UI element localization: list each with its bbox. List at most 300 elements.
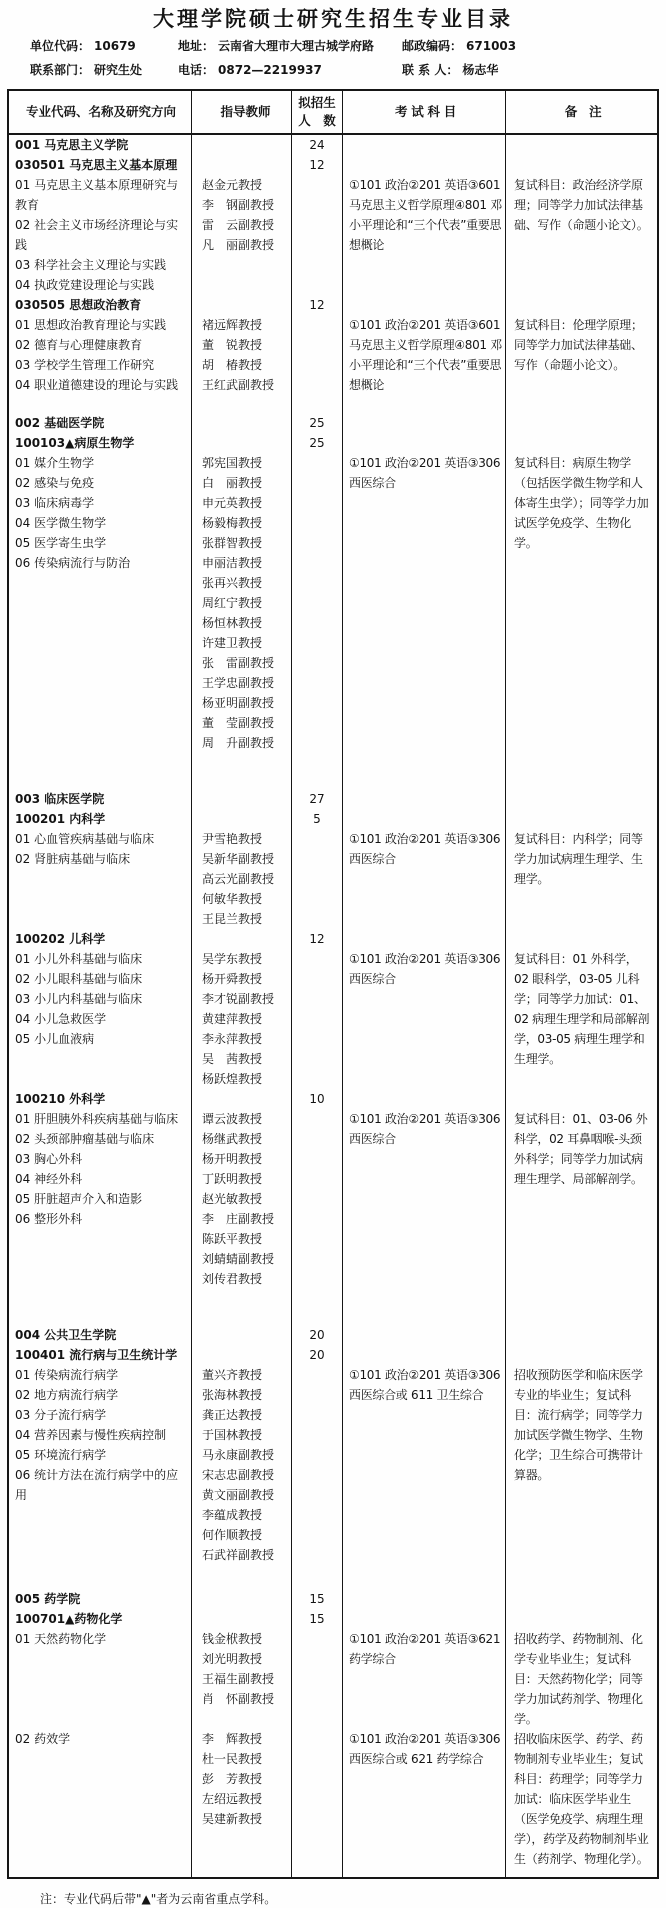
- major-row-c4: [343, 155, 506, 175]
- major-group-row: [9, 1629, 657, 1729]
- supervisor-name: 尹雪艳教授: [202, 832, 263, 846]
- table-body: [9, 135, 657, 1877]
- supervisor-name: 刘传君教授: [202, 1272, 263, 1286]
- supervisor-name: 张 雷副教授: [202, 656, 275, 670]
- major-row-c1: [9, 1609, 192, 1629]
- remarks-note: 招收药学、药物制剂、化学专业毕业生；复试科目：天然药物化学；同等学力加试药剂学、物理化学。: [514, 1632, 643, 1726]
- research-direction: 03 分子流行病学: [15, 1408, 107, 1422]
- college-row-c3: [292, 1589, 343, 1609]
- supervisor-name: 马永康副教授: [202, 1448, 275, 1462]
- supervisor-name: 雷 云副教授: [202, 218, 275, 232]
- column-header-quota: 拟招生 人 数: [292, 91, 343, 133]
- research-direction: 01 小儿外科基础与临床: [15, 952, 143, 966]
- supervisor-name: 杨继武教授: [202, 1132, 263, 1146]
- supervisor-name: 许建卫教授: [202, 636, 263, 650]
- major-group-row-c2: [192, 1365, 292, 1565]
- supervisor-name: 李 辉教授: [202, 1732, 263, 1746]
- research-direction: 04 医学微生物学: [15, 516, 107, 530]
- major-group-row-c2: [192, 1729, 292, 1869]
- major-quota: 10: [309, 1092, 325, 1106]
- supervisor-name: 凡 丽副教授: [202, 238, 275, 252]
- exam-subjects: ①101 政治②201 英语③306 西医综合或 621 药学综合: [349, 1732, 501, 1766]
- college-row-c3: [292, 413, 343, 433]
- exam-subjects: ①101 政治②201 英语③601 马克思主义哲学原理④801 邓小平理论和“三个代表”重要思想概论: [349, 178, 502, 252]
- major-row-c5: [506, 929, 657, 949]
- college-name: 002 基础医学院: [15, 416, 105, 430]
- table-bottom-pad-c4: [343, 1869, 506, 1877]
- college-row-c1: [9, 413, 192, 433]
- major-group-row-c1: [9, 829, 192, 929]
- supervisor-name: 吴新华副教授: [202, 852, 275, 866]
- supervisor-name: 宋志忠副教授: [202, 1468, 275, 1482]
- supervisor-name: 何敏华教授: [202, 892, 263, 906]
- major-row-c2: [192, 809, 292, 829]
- supervisor-name: 周 升副教授: [202, 736, 275, 750]
- major-row-c5: [506, 809, 657, 829]
- college-quota: 25: [309, 416, 325, 430]
- research-direction: 01 传染病流行病学: [15, 1368, 119, 1382]
- major-group-row-c2: [192, 1109, 292, 1289]
- major-group-row-c4: [343, 1729, 506, 1869]
- supervisor-name: 龚正达教授: [202, 1408, 263, 1422]
- college-row: [9, 413, 657, 433]
- research-direction: 06 整形外科: [15, 1212, 83, 1226]
- major-group-row-c3: [292, 1109, 343, 1289]
- college-row-c3: [292, 789, 343, 809]
- remarks-note: 复试科目：01、03-06 外科学，02 耳鼻咽喉-头颈外科学；同等学力加试病理生理学、局部解剖学。: [514, 1112, 648, 1186]
- research-direction: 02 肾脏病基础与临床: [15, 852, 131, 866]
- spacer-row-c5: [506, 753, 657, 789]
- supervisor-name: 李永萍教授: [202, 1032, 263, 1046]
- major-group-row-c1: [9, 453, 192, 753]
- college-row-c2: [192, 1325, 292, 1345]
- spacer-row-c3: [292, 753, 343, 789]
- college-name: 004 公共卫生学院: [15, 1328, 117, 1342]
- supervisor-name: 申丽洁教授: [202, 556, 263, 570]
- supervisor-name: 董兴齐教授: [202, 1368, 263, 1382]
- supervisor-name: 李才锐副教授: [202, 992, 275, 1006]
- major-row-c1: [9, 1089, 192, 1109]
- spacer-row: [9, 395, 657, 413]
- college-name: 005 药学院: [15, 1592, 81, 1606]
- college-row-c4: [343, 1325, 506, 1345]
- major-row-c4: [343, 295, 506, 315]
- catalog-table: [7, 89, 659, 1879]
- supervisor-name: 周红宁教授: [202, 596, 263, 610]
- major-group-row-c3: [292, 949, 343, 1089]
- major-name: 100103▲病原生物学: [15, 436, 135, 450]
- exam-subjects: ①101 政治②201 英语③306 西医综合或 611 卫生综合: [349, 1368, 501, 1402]
- supervisor-name: 吴建新教授: [202, 1812, 263, 1826]
- research-direction: 02 药效学: [15, 1732, 71, 1746]
- supervisor-name: 王昆兰教授: [202, 912, 263, 926]
- research-direction: 03 学校学生管理工作研究: [15, 358, 155, 372]
- supervisor-name: 高云光副教授: [202, 872, 275, 886]
- supervisor-name: 张再兴教授: [202, 576, 263, 590]
- contact-person: 联 系 人： 杨志华: [402, 63, 499, 77]
- college-row-c2: [192, 1589, 292, 1609]
- major-name: 030505 思想政治教育: [15, 298, 142, 312]
- major-row-c3: [292, 809, 343, 829]
- major-row-c2: [192, 1089, 292, 1109]
- major-group-row: [9, 949, 657, 1089]
- supervisor-name: 吴 茜教授: [202, 1052, 263, 1066]
- spacer-row: [9, 1289, 657, 1325]
- supervisor-name: 王红武副教授: [202, 378, 275, 392]
- spacer-row-c4: [343, 753, 506, 789]
- research-direction: 06 传染病流行与防治: [15, 556, 131, 570]
- research-direction: 02 头颈部肿瘤基础与临床: [15, 1132, 155, 1146]
- supervisor-name: 石武祥副教授: [202, 1548, 275, 1562]
- exam-subjects: ①101 政治②201 英语③601 马克思主义哲学原理④801 邓小平理论和“三个代表”重要思想概论: [349, 318, 502, 392]
- postal-code: 邮政编码： 671003: [402, 39, 517, 53]
- major-group-row-c5: [506, 829, 657, 929]
- spacer-row-c3: [292, 1289, 343, 1325]
- spacer-row-c2: [192, 395, 292, 413]
- supervisor-name: 杨毅梅教授: [202, 516, 263, 530]
- major-group-row-c3: [292, 829, 343, 929]
- major-group-row: [9, 175, 657, 295]
- page-title: 大理学院硕士研究生招生专业目录: [153, 7, 513, 31]
- major-group-row: [9, 1365, 657, 1565]
- spacer-row-c3: [292, 1565, 343, 1589]
- spacer-row-c5: [506, 395, 657, 413]
- major-quota: 12: [309, 298, 325, 312]
- major-row-c3: [292, 1345, 343, 1365]
- header-info-row-2: [30, 61, 666, 78]
- major-group-row-c4: [343, 1629, 506, 1729]
- college-row-c1: [9, 135, 192, 155]
- spacer-row-c1: [9, 395, 192, 413]
- major-group-row-c2: [192, 1629, 292, 1729]
- column-header-major: 专业代码、名称及研究方向: [9, 91, 192, 133]
- major-row: [9, 1345, 657, 1365]
- research-direction: 02 小儿眼科基础与临床: [15, 972, 143, 986]
- table-bottom-pad-c3: [292, 1869, 343, 1877]
- spacer-row-c5: [506, 1289, 657, 1325]
- major-row-c1: [9, 295, 192, 315]
- supervisor-name: 张群智教授: [202, 536, 263, 550]
- college-row-c5: [506, 1325, 657, 1345]
- major-group-row: [9, 453, 657, 753]
- college-quota: 24: [309, 138, 325, 152]
- major-group-row-c5: [506, 175, 657, 295]
- college-row-c2: [192, 135, 292, 155]
- supervisor-name: 王福生副教授: [202, 1672, 275, 1686]
- research-direction: 05 医学寄生虫学: [15, 536, 107, 550]
- college-row-c1: [9, 1325, 192, 1345]
- college-row-c5: [506, 1589, 657, 1609]
- supervisor-name: 赵光敏教授: [202, 1192, 263, 1206]
- major-row-c5: [506, 433, 657, 453]
- college-row-c1: [9, 1589, 192, 1609]
- major-row-c3: [292, 155, 343, 175]
- supervisor-name: 褚远辉教授: [202, 318, 263, 332]
- supervisor-name: 刘光明教授: [202, 1652, 263, 1666]
- header-info-row-1: [30, 37, 666, 54]
- major-row-c3: [292, 295, 343, 315]
- major-row-c1: [9, 155, 192, 175]
- supervisor-name: 黄文丽副教授: [202, 1488, 275, 1502]
- spacer-row-c2: [192, 753, 292, 789]
- supervisor-name: 杨亚明副教授: [202, 696, 275, 710]
- major-row: [9, 1609, 657, 1629]
- major-row-c5: [506, 155, 657, 175]
- major-row-c1: [9, 809, 192, 829]
- remarks-note: 招收预防医学和临床医学专业的毕业生；复试科目：流行病学；同等学力加试医学微生物学、生物化学；卫生综合可携带计算器。: [514, 1368, 643, 1482]
- college-name: 003 临床医学院: [15, 792, 105, 806]
- supervisor-name: 王学忠副教授: [202, 676, 275, 690]
- exam-subjects: ①101 政治②201 英语③306 西医综合: [349, 456, 501, 490]
- supervisor-name: 杨跃煌教授: [202, 1072, 263, 1086]
- major-group-row-c1: [9, 1365, 192, 1565]
- spacer-row-c1: [9, 1289, 192, 1325]
- college-quota: 27: [309, 792, 325, 806]
- college-row-c1: [9, 789, 192, 809]
- supervisor-name: 杨恒林教授: [202, 616, 263, 630]
- major-group-row-c2: [192, 453, 292, 753]
- major-group-row-c2: [192, 829, 292, 929]
- research-direction: 05 肝脏超声介入和造影: [15, 1192, 143, 1206]
- research-direction: 04 小儿急救医学: [15, 1012, 107, 1026]
- unit-code: 单位代码： 10679: [30, 39, 136, 53]
- major-group-row-c5: [506, 1365, 657, 1565]
- exam-subjects: ①101 政治②201 英语③306 西医综合: [349, 1112, 501, 1146]
- supervisor-name: 董 莹副教授: [202, 716, 275, 730]
- major-group-row-c1: [9, 949, 192, 1089]
- spacer-row: [9, 1565, 657, 1589]
- major-group-row-c1: [9, 1729, 192, 1869]
- supervisor-name: 黄建萍教授: [202, 1012, 263, 1026]
- research-direction: 03 科学社会主义理论与实践: [15, 258, 167, 272]
- major-group-row: [9, 1109, 657, 1289]
- column-header-remarks: 备 注: [564, 104, 602, 119]
- major-row: [9, 929, 657, 949]
- major-group-row-c5: [506, 315, 657, 395]
- major-row-c2: [192, 1609, 292, 1629]
- major-quota: 15: [309, 1612, 325, 1626]
- remarks-note: 复试科目：病原生物学（包括医学微生物学和人体寄生虫学）；同等学力加试医学免疫学、生物化学。: [514, 456, 649, 550]
- spacer-row-c5: [506, 1565, 657, 1589]
- supervisor-name: 胡 椿教授: [202, 358, 263, 372]
- major-group-row-c2: [192, 949, 292, 1089]
- supervisor-name: 杜一民教授: [202, 1752, 263, 1766]
- supervisor-name: 肖 怀副教授: [202, 1692, 275, 1706]
- major-row-c4: [343, 1345, 506, 1365]
- supervisor-name: 吴学东教授: [202, 952, 263, 966]
- major-row-c4: [343, 929, 506, 949]
- supervisor-name: 李 庄副教授: [202, 1212, 275, 1226]
- major-row: [9, 1089, 657, 1109]
- major-group-row-c1: [9, 175, 192, 295]
- major-group-row-c1: [9, 1629, 192, 1729]
- major-group-row-c3: [292, 175, 343, 295]
- research-direction: 01 马克思主义基本原理研究与教育: [15, 178, 179, 212]
- major-row-c5: [506, 1089, 657, 1109]
- major-group-row-c5: [506, 1729, 657, 1869]
- phone: 电话： 0872—2219937: [178, 63, 322, 77]
- spacer-row-c4: [343, 1289, 506, 1325]
- major-group-row-c3: [292, 1365, 343, 1565]
- college-name: 001 马克思主义学院: [15, 138, 129, 152]
- major-group-row-c4: [343, 1365, 506, 1565]
- supervisor-name: 杨开舜教授: [202, 972, 263, 986]
- major-name: 100401 流行病与卫生统计学: [15, 1348, 178, 1362]
- major-row: [9, 809, 657, 829]
- supervisor-name: 陈跃平教授: [202, 1232, 263, 1246]
- research-direction: 02 地方病流行病学: [15, 1388, 119, 1402]
- major-row-c3: [292, 433, 343, 453]
- table-bottom-pad-c2: [192, 1869, 292, 1877]
- major-name: 100701▲药物化学: [15, 1612, 123, 1626]
- major-group-row-c2: [192, 315, 292, 395]
- college-quota: 15: [309, 1592, 325, 1606]
- exam-subjects: ①101 政治②201 英语③621 药学综合: [349, 1632, 501, 1666]
- college-row: [9, 135, 657, 155]
- major-group-row-c3: [292, 1729, 343, 1869]
- major-row-c4: [343, 1609, 506, 1629]
- supervisor-name: 何作顺教授: [202, 1528, 263, 1542]
- major-group-row-c4: [343, 315, 506, 395]
- header-info: [0, 32, 666, 87]
- supervisor-name: 谭云波教授: [202, 1112, 263, 1126]
- major-row-c2: [192, 433, 292, 453]
- major-quota: 5: [313, 812, 321, 826]
- contact-department: 联系部门： 研究生处: [30, 63, 143, 77]
- major-group-row: [9, 1729, 657, 1869]
- supervisor-name: 彭 芳教授: [202, 1772, 263, 1786]
- major-quota: 12: [309, 932, 325, 946]
- research-direction: 01 肝胆胰外科疾病基础与临床: [15, 1112, 179, 1126]
- research-direction: 01 天然药物化学: [15, 1632, 107, 1646]
- major-row: [9, 155, 657, 175]
- supervisor-name: 赵金元教授: [202, 178, 263, 192]
- supervisor-name: 于国林教授: [202, 1428, 263, 1442]
- footnote: 注：专业代码后带"▲"者为云南省重点学科。: [40, 1892, 277, 1906]
- research-direction: 02 社会主义市场经济理论与实践: [15, 218, 179, 252]
- major-row-c1: [9, 1345, 192, 1365]
- major-row-c3: [292, 929, 343, 949]
- supervisor-name: 丁跃明教授: [202, 1172, 263, 1186]
- major-row-c4: [343, 809, 506, 829]
- major-row: [9, 433, 657, 453]
- supervisor-name: 钱金栿教授: [202, 1632, 263, 1646]
- exam-subjects: ①101 政治②201 英语③306 西医综合: [349, 952, 501, 986]
- supervisor-name: 左绍远教授: [202, 1792, 263, 1806]
- major-row-c4: [343, 1089, 506, 1109]
- major-group-row-c4: [343, 829, 506, 929]
- major-group-row-c4: [343, 453, 506, 753]
- major-group-row-c3: [292, 1629, 343, 1729]
- major-quota: 20: [309, 1348, 325, 1362]
- spacer-row-c1: [9, 1565, 192, 1589]
- major-group-row-c4: [343, 949, 506, 1089]
- major-group-row-c3: [292, 453, 343, 753]
- research-direction: 05 环境流行病学: [15, 1448, 107, 1462]
- major-row-c5: [506, 1345, 657, 1365]
- college-row-c5: [506, 135, 657, 155]
- college-row: [9, 1589, 657, 1609]
- supervisor-name: 白 丽教授: [202, 476, 263, 490]
- major-name: 100201 内科学: [15, 812, 106, 826]
- major-group-row-c4: [343, 175, 506, 295]
- research-direction: 03 临床病毒学: [15, 496, 95, 510]
- major-name: 100202 儿科学: [15, 932, 106, 946]
- address: 地址： 云南省大理市大理古城学府路: [178, 39, 375, 53]
- college-row: [9, 1325, 657, 1345]
- major-row-c2: [192, 929, 292, 949]
- major-name: 100210 外科学: [15, 1092, 106, 1106]
- spacer-row-c3: [292, 395, 343, 413]
- major-group-row-c4: [343, 1109, 506, 1289]
- college-row-c2: [192, 413, 292, 433]
- college-row-c4: [343, 1589, 506, 1609]
- spacer-row: [9, 753, 657, 789]
- supervisor-name: 董 锐教授: [202, 338, 263, 352]
- college-row-c2: [192, 789, 292, 809]
- college-row: [9, 789, 657, 809]
- research-direction: 02 德育与心理健康教育: [15, 338, 143, 352]
- remarks-note: 复试科目：伦理学原理；同等学力加试法律基础、写作（命题小论文）。: [514, 318, 643, 372]
- major-quota: 12: [309, 158, 325, 172]
- major-row-c4: [343, 433, 506, 453]
- college-quota: 20: [309, 1328, 325, 1342]
- major-quota: 25: [309, 436, 325, 450]
- spacer-row-c4: [343, 1565, 506, 1589]
- major-row-c1: [9, 433, 192, 453]
- exam-subjects: ①101 政治②201 英语③306 西医综合: [349, 832, 501, 866]
- spacer-row-c2: [192, 1289, 292, 1325]
- supervisor-name: 李 钢副教授: [202, 198, 275, 212]
- major-row-c5: [506, 1609, 657, 1629]
- research-direction: 04 职业道德建设的理论与实践: [15, 378, 179, 392]
- major-group-row-c5: [506, 1109, 657, 1289]
- research-direction: 04 神经外科: [15, 1172, 83, 1186]
- major-group-row-c3: [292, 315, 343, 395]
- research-direction: 02 感染与免疫: [15, 476, 95, 490]
- college-row-c5: [506, 413, 657, 433]
- major-name: 030501 马克思主义基本原理: [15, 158, 178, 172]
- spacer-row-c4: [343, 395, 506, 413]
- supervisor-name: 申元英教授: [202, 496, 263, 510]
- major-group-row-c5: [506, 949, 657, 1089]
- major-group-row: [9, 315, 657, 395]
- major-row-c2: [192, 155, 292, 175]
- major-group-row-c1: [9, 1109, 192, 1289]
- supervisor-name: 李蕴成教授: [202, 1508, 263, 1522]
- remarks-note: 复试科目：内科学；同等学力加试病理生理学、生理学。: [514, 832, 643, 886]
- supervisor-name: 张海林教授: [202, 1388, 263, 1402]
- column-header-supervisors: 指导教师: [192, 91, 292, 133]
- major-row-c3: [292, 1609, 343, 1629]
- major-group-row-c1: [9, 315, 192, 395]
- research-direction: 03 小儿内科基础与临床: [15, 992, 143, 1006]
- research-direction: 04 营养因素与慢性疾病控制: [15, 1428, 167, 1442]
- supervisor-name: 郭宪国教授: [202, 456, 263, 470]
- remarks-note: 招收临床医学、药学、药物制剂专业毕业生；复试科目：药理学；同等学力加试：临床医学毕业生（医学免疫学、病理生理学），药学及药物制剂毕业生（药剂学、物理化学）。: [514, 1732, 649, 1866]
- table-bottom-pad-c1: [9, 1869, 192, 1877]
- research-direction: 01 心血管疾病基础与临床: [15, 832, 155, 846]
- major-group-row: [9, 829, 657, 929]
- supervisor-name: 刘蜻蜻副教授: [202, 1252, 275, 1266]
- research-direction: 05 小儿血液病: [15, 1032, 95, 1046]
- college-row-c3: [292, 1325, 343, 1345]
- research-direction: 06 统计方法在流行病学中的应用: [15, 1468, 179, 1502]
- college-row-c5: [506, 789, 657, 809]
- major-row-c2: [192, 1345, 292, 1365]
- table-header-row: [9, 91, 657, 135]
- major-row-c2: [192, 295, 292, 315]
